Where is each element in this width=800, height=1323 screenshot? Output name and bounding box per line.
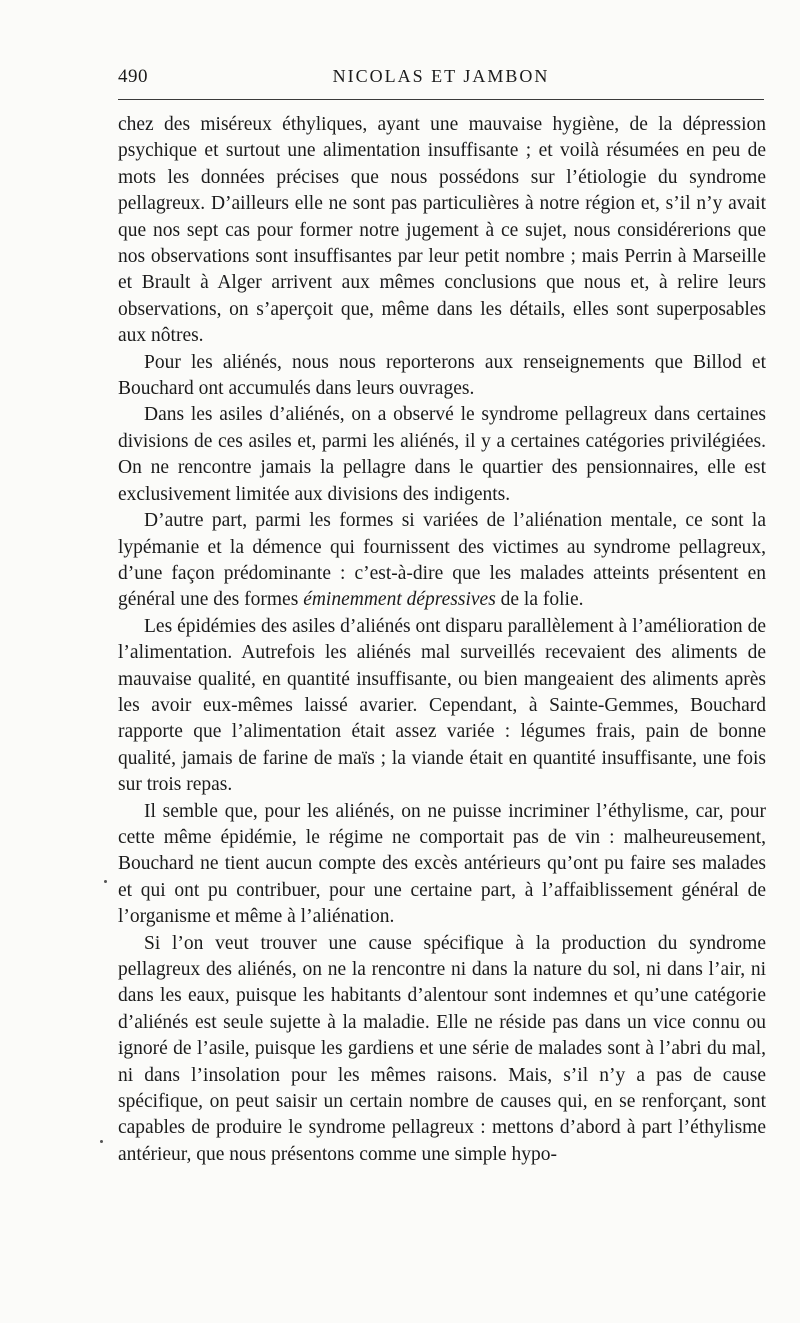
paragraph-text: Les épidémies des asiles d’aliénés ont disparu parallèlement à l’amélioration de l’alimentation. Autrefois les aliénés mal surveillés recevaient des aliments de mauvaise qualité, en quantité insuffisante, ou bien mangeaient des aliments après les avoir eux-mêmes laissé avarier. Cependant, à Sainte-Gemmes, Bouchard rapporte que l’alimentation était assez variée : légumes frais, pain de bonne qualité, jamais de farine de maïs ; la viande était en quantité insuffisante, une fois sur trois repas. [118,615,766,796]
paragraph [118,508,766,614]
paragraph-text: Si l’on veut trouver une cause spécifique à la production du syndrome pellagreux des aliénés, on ne la rencontre ni dans la nature du sol, ni dans l’air, ni dans les eaux, puisque les habitants d’alentour sont indemnes et qu’une catégorie d’aliénés est seule sujette à la maladie. Elle ne réside pas dans un vice connu ou ignoré de l’asile, puisque les gardiens et une série de malades sont à l’abri du mal, ni dans l’insolation pour les mêmes raisons. Mais, s’il n’y a pas de cause spécifique, on peut saisir un certain nombre de causes qui, en se renforçant, sont capables de produire le syndrome pellagreux : mettons d’abord à part l’éthylisme antérieur, que nous présentons comme une simple hypo- [118,932,766,1165]
page-header [118,66,764,92]
margin-speck [100,1140,103,1143]
paragraph-text: Pour les aliénés, nous nous reporterons aux renseignements que Billod et Bouchard ont accumulés dans leurs ouvrages. [118,351,766,400]
running-head: NICOLAS ET JAMBON [332,66,550,86]
paragraph [118,614,766,799]
paragraph [118,799,766,931]
paragraph [118,931,766,1169]
page-number: 490 [118,66,148,87]
body-text [118,112,766,1168]
header-rule [118,99,764,100]
paragraph [118,112,766,350]
italic-text: éminemment dépressives [303,589,496,611]
paragraph-text: de la folie. [495,589,584,611]
paragraph-text: Dans les asiles d’aliénés, on a observé le syndrome pellagreux dans certaines divisions de ces asiles et, parmi les aliénés, il y a certaines catégories privilégiées. On ne rencontre jamais la pellagre dans le quartier des pensionnaires, elle est exclusivement limitée aux divisions des indigents. [118,404,766,505]
paragraph-text: chez des miséreux éthyliques, ayant une mauvaise hygiène, de la dépression psychique et surtout une alimentation insuffisante ; et voilà résumées en peu de mots les données précises que nous possédons sur l’étiologie du syndrome pellagreux. D’ailleurs elle ne sont pas particulières à notre région et, s’il n’y avait que nos sept cas pour former notre jugement à ce sujet, nous considérerions que nos observations sont insuffisantes par leur petit nombre ; mais Perrin à Marseille et Brault à Alger arrivent aux mêmes conclusions que nous et, à relire leurs observations, on s’aperçoit que, même dans les détails, elles sont superposables aux nôtres. [118,114,766,347]
margin-speck [104,880,107,883]
paragraph-text: Il semble que, pour les aliénés, on ne puisse incriminer l’éthylisme, car, pour cette même épidémie, le régime ne comportait pas de vin : malheureusement, Bouchard ne tient aucun compte des excès antérieurs qu’ont pu faire ses malades et qui ont pu contribuer, pour une certaine part, à l’affaiblissement général de l’organisme et même à l’aliénation. [118,800,766,928]
paragraph [118,350,766,403]
paragraph [118,402,766,508]
paragraph-text: D’autre part, parmi les formes si variées de l’aliénation mentale, ce sont la lypémanie et la démence qui fournissent des victimes au syndrome pellagreux, d’une façon prédominante : c’est-à-dire que les malades atteints présentent en général une des formes [118,510,766,611]
